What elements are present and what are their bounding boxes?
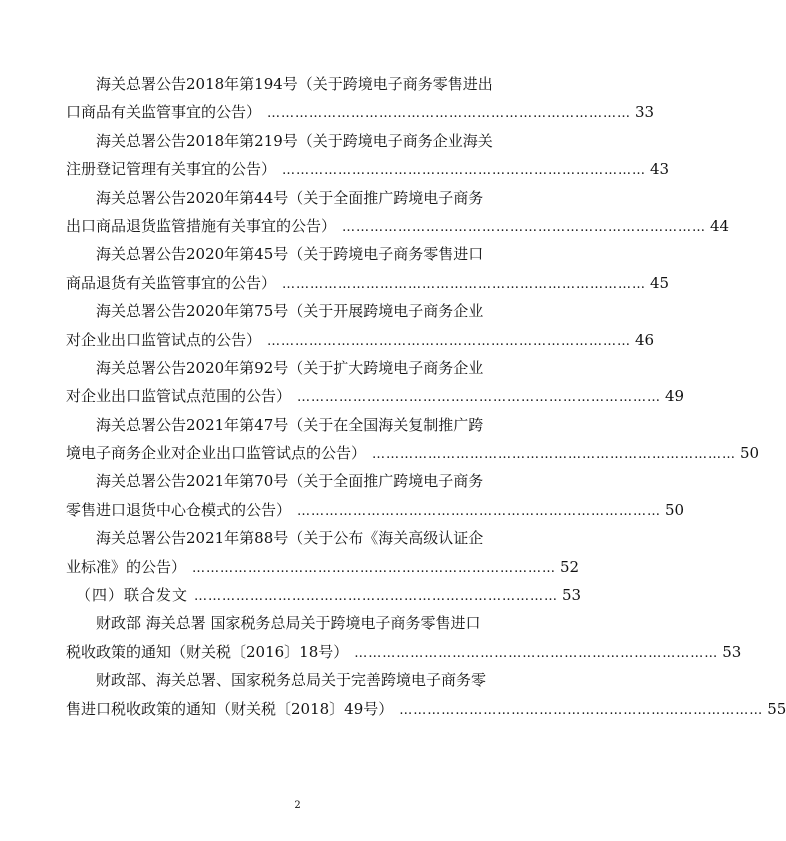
- toc-entry-title: 海关总署公告2018年第219号（关于跨境电子商务企业海关: [96, 131, 493, 150]
- toc-entry[interactable]: [66, 127, 670, 184]
- dot-leader: ……………………………………………………………………: [342, 219, 707, 235]
- dot-leader: ……………………………………………………………………: [297, 390, 662, 406]
- toc-entry-title: 海关总署公告2021年第47号（关于在全国海关复制推广跨: [96, 415, 484, 434]
- toc-entry[interactable]: [66, 297, 655, 354]
- dot-leader: ……………………………………………………………………: [267, 333, 632, 349]
- toc-page-number: 45: [650, 273, 670, 292]
- toc-page-number: 52: [560, 557, 580, 576]
- toc-entry-title: 海关总署公告2020年第75号（关于开展跨境电子商务企业: [96, 302, 484, 321]
- section-label: （四）联合发文: [76, 586, 189, 605]
- toc-page-number: 55: [767, 699, 786, 718]
- toc-entry[interactable]: [66, 184, 730, 241]
- toc-entry-title-cont: 零售进口退货中心仓模式的公告）: [66, 500, 292, 519]
- toc-entry-title: 海关总署公告2020年第92号（关于扩大跨境电子商务企业: [96, 358, 484, 377]
- toc-page-number: 46: [635, 330, 655, 349]
- toc-page-number: 53: [722, 642, 742, 661]
- toc-page-number: 33: [635, 103, 655, 122]
- toc-entry-title: 财政部 海关总署 国家税务总局关于跨境电子商务零售进口: [96, 614, 481, 633]
- toc-entry-title-cont: 出口商品退货监管措施有关事宜的公告）: [66, 216, 337, 235]
- toc-entry[interactable]: [66, 240, 670, 297]
- toc-entry-title-cont: 口商品有关监管事宜的公告）: [66, 103, 262, 122]
- table-of-contents: [66, 70, 786, 723]
- page-number: 2: [294, 800, 301, 811]
- toc-entry-title-cont: 商品退货有关监管事宜的公告）: [66, 273, 277, 292]
- toc-entry-title: 海关总署公告2021年第70号（关于全面推广跨境电子商务: [96, 472, 484, 491]
- toc-entry-title-cont: 售进口税收政策的通知（财关税〔2018〕49号）: [66, 699, 394, 718]
- toc-page-number: 43: [650, 160, 670, 179]
- dot-leader: ……………………………………………………………………: [354, 645, 719, 661]
- toc-entry-title: 财政部、海关总署、国家税务总局关于完善跨境电子商务零: [96, 671, 487, 690]
- toc-page-number: 49: [665, 387, 685, 406]
- toc-entry[interactable]: [66, 354, 685, 411]
- toc-page-number: 44: [710, 216, 730, 235]
- dot-leader: ……………………………………………………………………: [192, 560, 557, 576]
- toc-entry-title-cont: 对企业出口监管试点范围的公告）: [66, 387, 292, 406]
- toc-entry-title-cont: 税收政策的通知（财关税〔2016〕18号）: [66, 642, 349, 661]
- toc-entry-title: 海关总署公告2020年第44号（关于全面推广跨境电子商务: [96, 188, 484, 207]
- toc-entry-title-cont: 境电子商务企业对企业出口监管试点的公告）: [66, 444, 367, 463]
- toc-entry-title-cont: 注册登记管理有关事宜的公告）: [66, 160, 277, 179]
- dot-leader: ……………………………………………………………………: [267, 106, 632, 122]
- toc-section-heading[interactable]: [66, 581, 582, 609]
- toc-entry[interactable]: [66, 609, 742, 666]
- dot-leader: ……………………………………………………………………: [194, 589, 559, 605]
- dot-leader: ……………………………………………………………………: [372, 447, 737, 463]
- dot-leader: ……………………………………………………………………: [297, 503, 662, 519]
- dot-leader: ……………………………………………………………………: [399, 702, 764, 718]
- toc-entry-title-cont: 业标准》的公告）: [66, 557, 187, 576]
- toc-page-number: 53: [562, 586, 582, 605]
- toc-page-number: 50: [740, 444, 760, 463]
- toc-entry[interactable]: [66, 467, 685, 524]
- toc-entry[interactable]: [66, 411, 760, 468]
- toc-entry-title: 海关总署公告2021年第88号（关于公布《海关高级认证企: [96, 529, 484, 548]
- toc-entry[interactable]: [66, 70, 655, 127]
- dot-leader: ……………………………………………………………………: [282, 163, 647, 179]
- toc-entry-title-cont: 对企业出口监管试点的公告）: [66, 330, 262, 349]
- dot-leader: ……………………………………………………………………: [282, 276, 647, 292]
- toc-entry-title: 海关总署公告2020年第45号（关于跨境电子商务零售进口: [96, 245, 484, 264]
- toc-entry[interactable]: [66, 666, 786, 723]
- toc-entry[interactable]: [66, 524, 580, 581]
- toc-entry-title: 海关总署公告2018年第194号（关于跨境电子商务零售进出: [96, 75, 493, 93]
- toc-page-number: 50: [665, 500, 685, 519]
